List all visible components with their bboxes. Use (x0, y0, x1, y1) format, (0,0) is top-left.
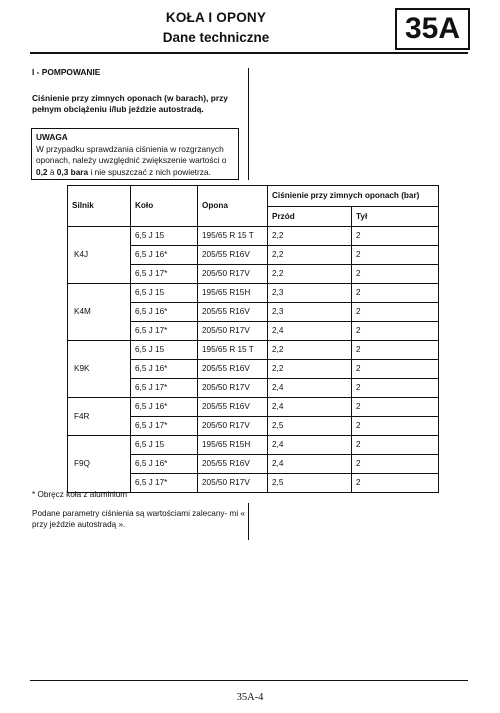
wheel-cell: 6,5 J 15 (131, 227, 198, 246)
header-divider (30, 52, 468, 54)
front-cell: 2,2 (268, 246, 352, 265)
closing-note: Podane parametry ciśnienia są wartościami zalecany- mi « przy jeździe autostradą ». (32, 509, 245, 529)
engine-cell: K4J (68, 227, 131, 284)
tire-cell: 205/50 R17V (198, 417, 268, 436)
engine-cell: F9Q (68, 436, 131, 493)
front-cell: 2,5 (268, 474, 352, 493)
front-cell: 2,4 (268, 398, 352, 417)
table-row (68, 227, 439, 246)
footnote: * Obręcz koła z aluminium (32, 490, 128, 499)
rear-cell: 2 (352, 398, 439, 417)
warning-note-connector: à (47, 166, 57, 177)
rear-cell: 2 (352, 284, 439, 303)
wheel-cell: 6,5 J 17* (131, 265, 198, 284)
tire-cell: 205/55 R16V (198, 246, 268, 265)
tire-cell: 205/55 R16V (198, 455, 268, 474)
front-cell: 2,2 (268, 265, 352, 284)
front-cell: 2,2 (268, 360, 352, 379)
header-pressure: Ciśnienie przy zimnych oponach (bar) (268, 186, 439, 207)
header-rear: Tył (352, 207, 439, 227)
rear-cell: 2 (352, 417, 439, 436)
page-title: KOŁA I OPONY (165, 10, 267, 25)
rear-cell: 2 (352, 322, 439, 341)
rear-cell: 2 (352, 474, 439, 493)
rear-cell: 2 (352, 455, 439, 474)
header-wheel: Koło (131, 186, 198, 227)
table-row (68, 398, 439, 417)
wheel-cell: 6,5 J 16* (131, 455, 198, 474)
wheel-cell: 6,5 J 17* (131, 417, 198, 436)
table-body (68, 227, 439, 493)
front-cell: 2,2 (268, 341, 352, 360)
wheel-cell: 6,5 J 15 (131, 436, 198, 455)
tire-cell: 195/65 R15H (198, 284, 268, 303)
tire-cell: 195/65 R 15 T (198, 227, 268, 246)
header-tire: Opona (198, 186, 268, 227)
tire-cell: 195/65 R15H (198, 436, 268, 455)
warning-note-text: W przypadku sprawdzania ciśnienia w rozgrzanych oponach, należy uwzględnić zwiększenie wartości o (36, 144, 227, 166)
tire-pressure-table (67, 185, 439, 493)
wheel-cell: 6,5 J 17* (131, 322, 198, 341)
front-cell: 2,3 (268, 303, 352, 322)
wheel-cell: 6,5 J 17* (131, 474, 198, 493)
tire-cell: 205/50 R17V (198, 379, 268, 398)
warning-note-value-high: 0,3 bara (56, 166, 89, 177)
warning-note-value-low: 0,2 (36, 166, 48, 177)
front-cell: 2,4 (268, 455, 352, 474)
rear-cell: 2 (352, 227, 439, 246)
rear-cell: 2 (352, 379, 439, 398)
tire-cell: 195/65 R 15 T (198, 341, 268, 360)
engine-cell: F4R (68, 398, 131, 436)
rear-cell: 2 (352, 436, 439, 455)
tire-cell: 205/50 R17V (198, 322, 268, 341)
tire-cell: 205/55 R16V (198, 398, 268, 417)
wheel-cell: 6,5 J 15 (131, 284, 198, 303)
rear-cell: 2 (352, 246, 439, 265)
tire-cell: 205/50 R17V (198, 265, 268, 284)
warning-note (31, 128, 239, 180)
column-divider-bottom (248, 503, 249, 540)
rear-cell: 2 (352, 360, 439, 379)
page-number: 35A-4 (236, 692, 264, 703)
rear-cell: 2 (352, 265, 439, 284)
chapter-badge: 35A (395, 8, 470, 50)
tire-cell: 205/55 R16V (198, 303, 268, 322)
front-cell: 2,4 (268, 379, 352, 398)
wheel-cell: 6,5 J 16* (131, 360, 198, 379)
header-front: Przód (268, 207, 352, 227)
page-subtitle: Dane techniczne (162, 30, 270, 45)
tire-cell: 205/50 R17V (198, 474, 268, 493)
wheel-cell: 6,5 J 17* (131, 379, 198, 398)
warning-note-title: UWAGA (36, 132, 68, 142)
warning-note-text-end: i nie spuszczać z nich powietrza. (88, 166, 211, 177)
wheel-cell: 6,5 J 16* (131, 398, 198, 417)
wheel-cell: 6,5 J 16* (131, 303, 198, 322)
footer-divider (30, 680, 468, 681)
table-row (68, 341, 439, 360)
table-row (68, 436, 439, 455)
front-cell: 2,2 (268, 227, 352, 246)
engine-cell: K4M (68, 284, 131, 341)
front-cell: 2,5 (268, 417, 352, 436)
column-divider-top (248, 68, 249, 180)
front-cell: 2,3 (268, 284, 352, 303)
header-engine: Silnik (68, 186, 131, 227)
section-intro: Ciśnienie przy zimnych oponach (w barach), przy pełnym obciążeniu i/lub jeździe autostradą. (32, 93, 228, 114)
rear-cell: 2 (352, 341, 439, 360)
front-cell: 2,4 (268, 436, 352, 455)
wheel-cell: 6,5 J 15 (131, 341, 198, 360)
tire-cell: 205/55 R16V (198, 360, 268, 379)
engine-cell: K9K (68, 341, 131, 398)
table-row (68, 284, 439, 303)
wheel-cell: 6,5 J 16* (131, 246, 198, 265)
rear-cell: 2 (352, 303, 439, 322)
front-cell: 2,4 (268, 322, 352, 341)
section-heading: I - POMPOWANIE (32, 67, 101, 77)
